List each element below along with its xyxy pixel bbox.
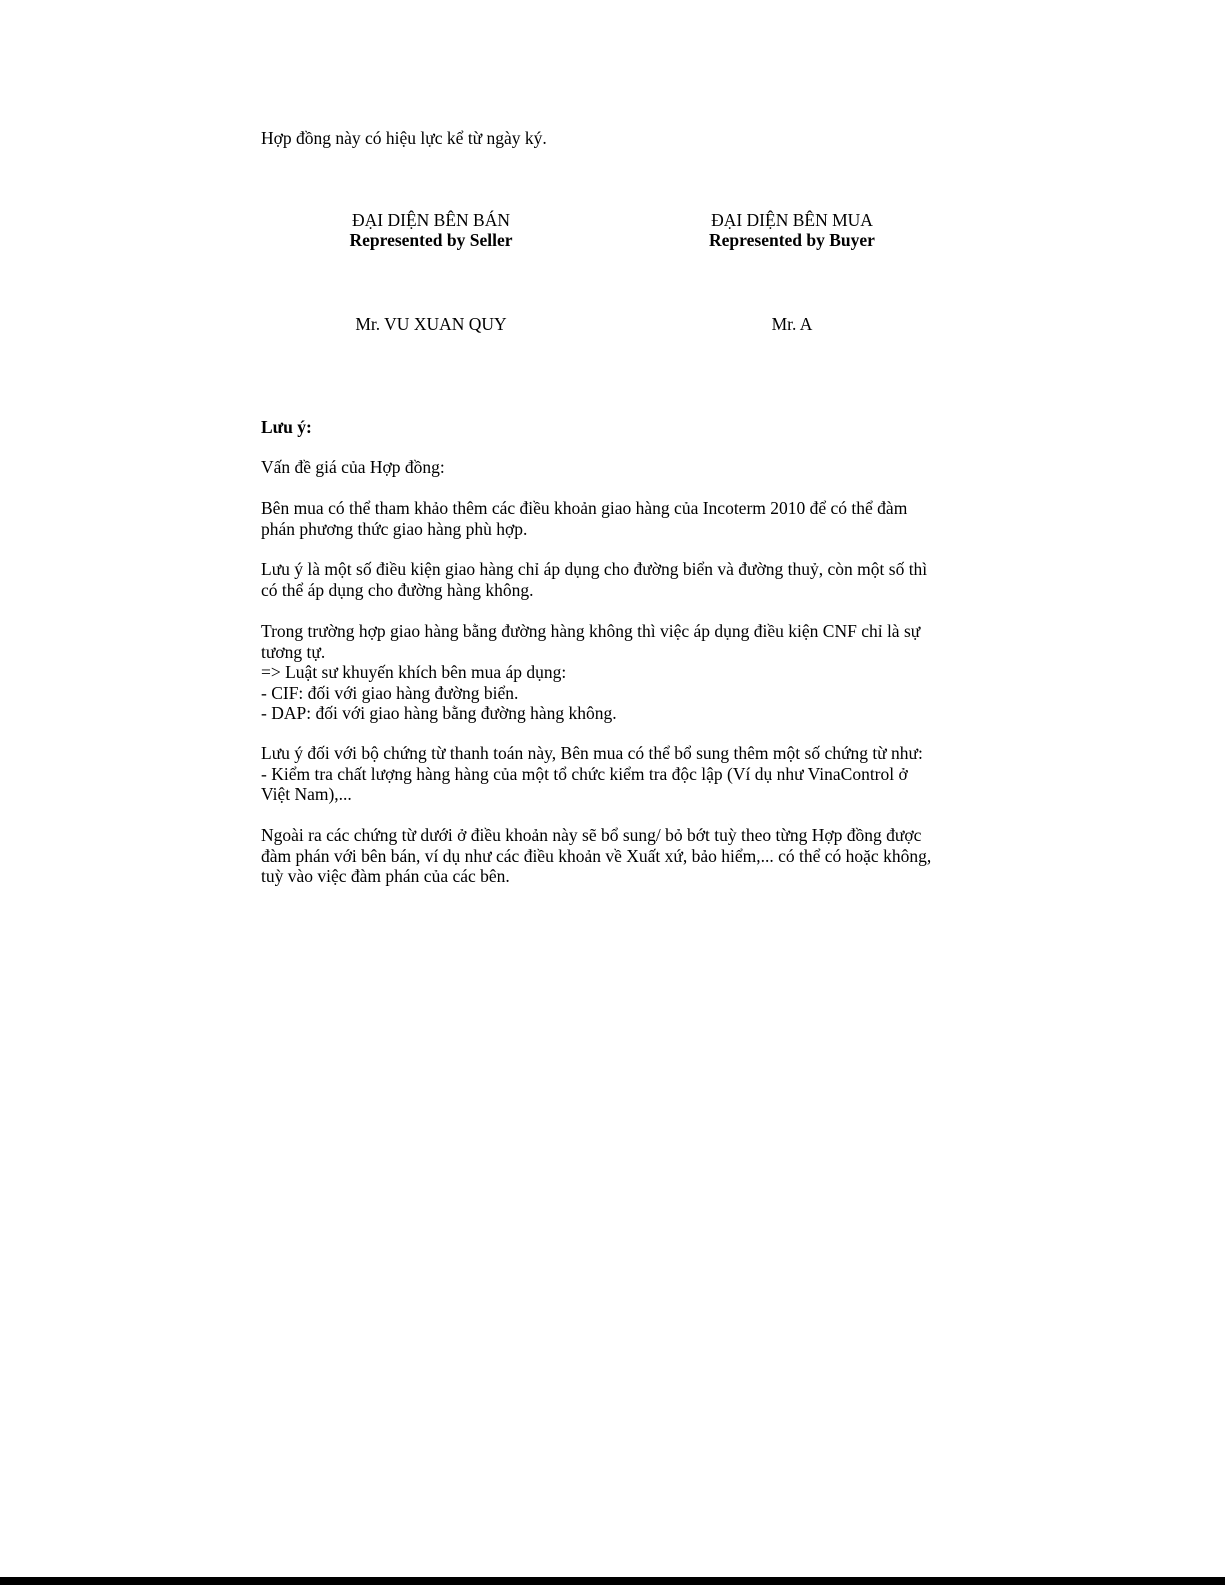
buyer-title-vi: ĐẠI DIỆN BÊN MUA — [711, 210, 873, 230]
page-bottom-border — [0, 1577, 1225, 1585]
paragraph-line: Lưu ý đối với bộ chứng từ thanh toán này, Bên mua có thể bổ sung thêm một số chứng từ như: — [261, 743, 923, 763]
seller-title-vi: ĐẠI DIỆN BÊN BÁN — [352, 210, 510, 230]
note-paragraph-air-delivery — [261, 621, 961, 724]
paragraph-line: Ngoài ra các chứng từ dưới ở điều khoản này sẽ bổ sung/ bỏ bớt tuỳ theo từng Hợp đồng được — [261, 825, 922, 845]
price-heading: Vấn đề giá của Hợp đồng: — [261, 457, 445, 477]
paragraph-line: có thể áp dụng cho đường hàng không. — [261, 579, 534, 600]
paragraph-line: tuỳ vào việc đàm phán của các bên. — [261, 866, 510, 886]
effective-statement: Hợp đồng này có hiệu lực kể từ ngày ký. — [261, 128, 547, 148]
note-paragraph-incoterm — [261, 498, 961, 539]
buyer-title-en: Represented by Buyer — [709, 230, 875, 250]
note-paragraph-delivery-conditions — [261, 559, 961, 600]
seller-title-en: Represented by Seller — [349, 230, 513, 250]
note-paragraph-additional-documents — [261, 825, 961, 887]
paragraph-line: phán phương thức giao hàng phù hợp. — [261, 518, 528, 539]
paragraph-line: - DAP: đối với giao hàng bằng đường hàng không. — [261, 703, 617, 723]
paragraph-line: đàm phán với bên bán, ví dụ như các điều khoản về Xuất xứ, bảo hiểm,... có thể có hoặc không, — [261, 845, 932, 866]
paragraph-line: Việt Nam),... — [261, 784, 352, 804]
paragraph-line: Bên mua có thể tham khảo thêm các điều khoản giao hàng của Incoterm 2010 để có thể đàm — [261, 498, 908, 518]
seller-name: Mr. VU XUAN QUY — [355, 314, 507, 334]
paragraph-line: => Luật sư khuyến khích bên mua áp dụng: — [261, 662, 567, 682]
paragraph-line: tương tự. — [261, 641, 326, 662]
buyer-name: Mr. A — [771, 314, 813, 334]
paragraph-line: Trong trường hợp giao hàng bằng đường hàng không thì việc áp dụng điều kiện CNF chỉ là sự — [261, 621, 921, 641]
notes-heading: Lưu ý: — [261, 417, 312, 437]
paragraph-line: Lưu ý là một số điều kiện giao hàng chỉ áp dụng cho đường biển và đường thuỷ, còn một số thì — [261, 559, 928, 579]
paragraph-line: - Kiểm tra chất lượng hàng hàng của một tổ chức kiểm tra độc lập (Ví dụ như VinaControl ở — [261, 763, 908, 784]
paragraph-line: - CIF: đối với giao hàng đường biển. — [261, 682, 519, 703]
note-paragraph-payment-documents — [261, 743, 961, 805]
